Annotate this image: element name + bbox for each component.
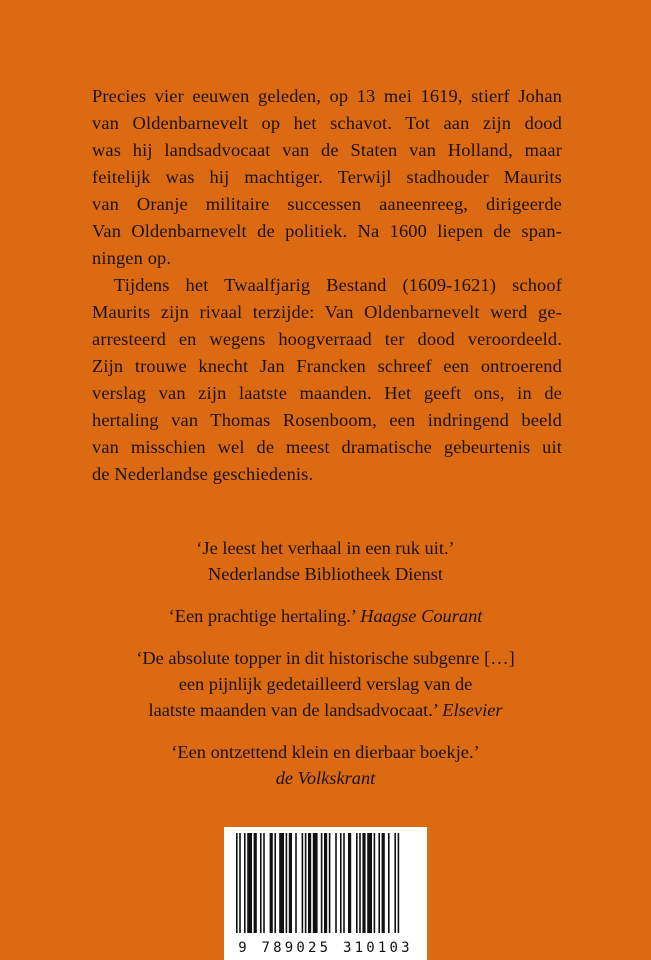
text-line: van Oranje militaire successen aaneenreeg, dirigeerde [92,194,562,214]
barcode-bar [244,833,246,933]
review-quote [0,645,651,723]
text-line: van Oldenbarnevelt op het schavot. Tot aan zijn dood [92,113,562,133]
blurb-text [92,83,562,488]
barcode-bar [305,833,307,933]
text-line: Maurits zijn rivaal terzijde: Van Oldenbarnevelt werd ge- [92,302,562,322]
barcode-bar [295,833,297,933]
barcode-bar [378,833,380,933]
barcode-bar [279,833,284,933]
barcode-bar [324,833,327,933]
review-quote [0,739,651,791]
text-line: was hij landsadvocaat van de Staten van Holland, maar [92,140,562,160]
text-line: van misschien wel de meest dramatische gebeurtenis uit [92,437,562,457]
text-line: hertaling van Thomas Rosenboom, een indringend beeld [92,410,562,430]
text-line: Zijn trouwe knecht Jan Francken schreef een ontroerend [92,356,562,376]
barcode-bar [239,833,241,933]
text-line: arresteerd en wegens hoogverraad ter dood veroordeeld. [92,329,562,349]
barcode-bar [260,833,262,933]
barcode-bar [313,833,318,933]
barcode-bar [359,833,361,933]
barcode-bar [374,833,376,933]
barcode-bar [348,833,351,933]
quote-text-line: ‘De absolute topper in dit historische subgenre […] [136,648,515,668]
isbn-barcode [224,827,427,960]
barcode-bar [274,833,276,933]
barcode-bar [263,833,265,933]
barcode-bars [224,827,427,937]
barcode-bar [236,833,238,933]
barcode-bar [356,833,358,933]
barcode-bar [343,833,345,933]
isbn-number: 9 789025 310103 [238,940,413,956]
barcode-bar [398,833,400,933]
review-quote [0,535,651,587]
review-quote [0,603,651,629]
quote-text-line: laatste maanden van de landsadvocaat.’ [148,700,438,720]
barcode-bar [289,833,292,933]
barcode-bar [321,833,323,933]
text-line: ningen op. [92,248,172,268]
quote-text: ‘Een prachtige hertaling.’ [168,606,356,626]
barcode-bar [247,833,252,933]
barcode-bar [388,833,390,933]
quote-source: Elsevier [442,700,503,720]
barcode-bar [335,833,337,933]
quote-text: ‘Je leest het verhaal in een ruk uit.’ [196,538,455,558]
barcode-bar [286,833,288,933]
barcode-bar [308,833,311,933]
quote-source: Haagse Courant [360,606,483,626]
barcode-bar [362,833,365,933]
barcode-bar [340,833,342,933]
barcode-bar [367,833,372,933]
barcode-bar [254,833,257,933]
text-line: Tijdens het Twaalfjarig Bestand (1609-1621) schoof [114,275,562,295]
barcode-bar [382,833,385,933]
text-line: verslag van zijn laatste maanden. Het geeft ons, in de [92,383,562,403]
text-line: Van Oldenbarnevelt de politiek. Na 1600 liepen de span- [92,221,562,241]
text-line: de Nederlandse geschiedenis. [92,464,314,484]
barcode-bar [329,833,331,933]
text-line: feitelijk was hij machtiger. Terwijl stadhouder Maurits [92,167,562,187]
text-line: Precies vier eeuwen geleden, op 13 mei 1619, stierf Johan [92,86,562,106]
barcode-bar [270,833,273,933]
quote-text-line: een pijnlijk gedetailleerd verslag van de [178,674,473,694]
blurb-paragraph-2 [92,272,562,488]
quote-text: ‘Een ontzettend klein en dierbaar boekje.’ [171,742,480,762]
barcode-bar [394,833,396,933]
blurb-paragraph-1 [92,83,562,272]
review-quotes [0,535,651,807]
barcode-bar [302,833,304,933]
quote-source: de Volkskrant [275,768,376,788]
quote-source: Nederlandse Bibliotheek Dienst [208,564,443,584]
